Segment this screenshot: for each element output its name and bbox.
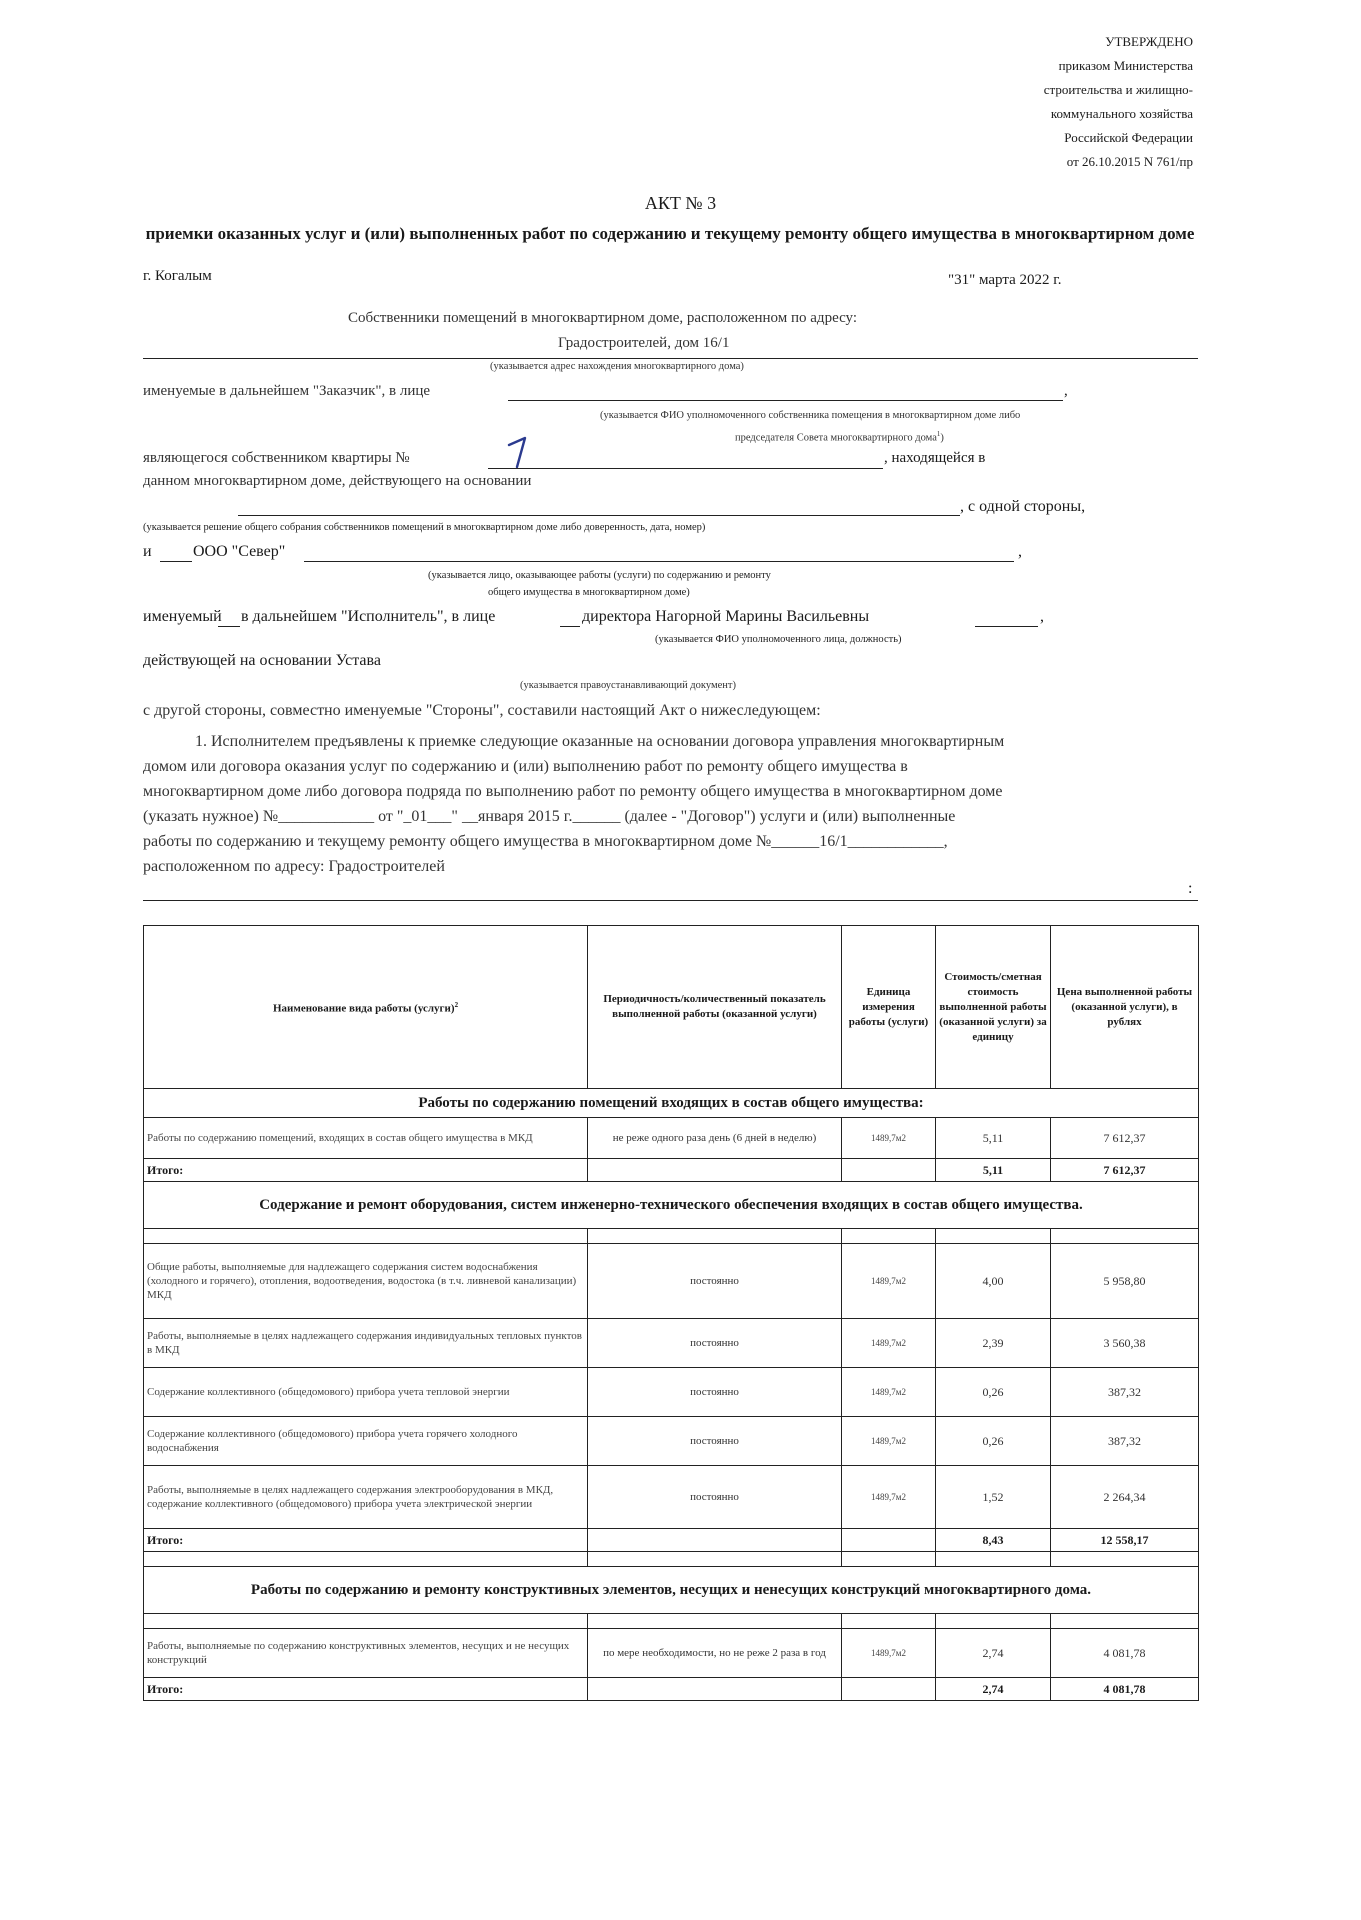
apartment-underline xyxy=(488,468,883,469)
other-side: с другой стороны, совместно именуемые "Стороны", составили настоящий Акт о нижеследующем: xyxy=(143,702,821,719)
empty-cell xyxy=(842,1552,936,1567)
named-label: именуемый xyxy=(143,608,222,625)
paragraph-line-4: (указать нужное) №____________ от "_01___" __января 2015 г.______ (далее - "Договор") услуги и (или) выполненные xyxy=(143,808,956,825)
work-unit: 1489,7м2 xyxy=(842,1319,936,1368)
customer-underline xyxy=(508,400,1063,401)
work-name: Содержание коллективного (общедомового) прибора учета тепловой энергии xyxy=(144,1368,588,1417)
total-row xyxy=(144,1529,1199,1552)
header-cost: Стоимость/сметная стоимость выполненной работы (оказанной услуги) за единицу xyxy=(936,926,1051,1089)
owners-line: Собственники помещений в многоквартирном доме, расположенном по адресу: xyxy=(348,310,858,326)
empty-cell xyxy=(1051,1552,1199,1567)
section-row xyxy=(144,1567,1199,1614)
work-period: постоянно xyxy=(588,1244,842,1319)
total-row xyxy=(144,1678,1199,1701)
work-unit: 1489,7м2 xyxy=(842,1417,936,1466)
spacer-row xyxy=(144,1614,1199,1629)
empty-cell xyxy=(1051,1614,1199,1629)
section-row xyxy=(144,1089,1199,1118)
person-underline xyxy=(975,626,1038,627)
contractor-basis: действующей на основании Устава xyxy=(143,652,381,669)
total-cost: 5,11 xyxy=(936,1159,1051,1182)
contractor-person: директора Нагорной Марины Васильевны xyxy=(582,608,870,625)
work-unit: 1489,7м2 xyxy=(842,1368,936,1417)
empty-cell xyxy=(1051,1229,1199,1244)
comma-mark: , xyxy=(1040,608,1044,625)
empty-cell xyxy=(936,1229,1051,1244)
approval-block xyxy=(1044,30,1193,174)
act-date: "31" марта 2022 г. xyxy=(948,272,1062,288)
table-row xyxy=(144,1466,1199,1529)
total-price: 12 558,17 xyxy=(1051,1529,1199,1552)
work-period: не реже одного раза день (6 дней в неделю) xyxy=(588,1118,842,1159)
contractor-basis-hint: (указывается правоустанавливающий документ) xyxy=(520,680,736,691)
work-name: Общие работы, выполняемые для надлежащего содержания систем водоснабжения (холодного и горячего), отопления, водоотведения, водостока (в т.ч. ливневой канализации) МКД xyxy=(144,1244,588,1319)
empty-cell xyxy=(588,1678,842,1701)
work-cost: 0,26 xyxy=(936,1368,1051,1417)
empty-cell xyxy=(588,1159,842,1182)
person-hint: (указывается ФИО уполномоченного лица, должность) xyxy=(655,634,902,645)
table-header-row xyxy=(144,926,1199,1089)
table-row xyxy=(144,1244,1199,1319)
work-cost: 1,52 xyxy=(936,1466,1051,1529)
contractor-hint-2: общего имущества в многоквартирном доме) xyxy=(488,587,690,598)
empty-cell xyxy=(842,1678,936,1701)
work-price: 7 612,37 xyxy=(1051,1118,1199,1159)
header-period: Периодичность/количественный показатель выполненной работы (оказанной услуги) xyxy=(588,926,842,1089)
empty-cell xyxy=(144,1552,588,1567)
empty-cell xyxy=(588,1614,842,1629)
work-unit: 1489,7м2 xyxy=(842,1244,936,1319)
approval-line: Российской Федерации xyxy=(1064,130,1193,145)
empty-cell xyxy=(144,1614,588,1629)
table-row xyxy=(144,1368,1199,1417)
contractor-hint-1: (указывается лицо, оказывающее работы (услуги) по содержанию и ремонту xyxy=(428,570,771,581)
table-row xyxy=(144,1319,1199,1368)
owners-address: Градостроителей, дом 16/1 xyxy=(558,335,730,351)
work-unit: 1489,7м2 xyxy=(842,1629,936,1678)
total-row xyxy=(144,1159,1199,1182)
works-table xyxy=(143,925,1199,1701)
table-row xyxy=(144,1118,1199,1159)
empty-cell xyxy=(936,1614,1051,1629)
work-period: постоянно xyxy=(588,1466,842,1529)
act-title: АКТ № 3 xyxy=(644,193,717,213)
paragraph-line-1: 1. Исполнителем предъявлены к приемке следующие оказанные на основании договора управления многоквартирным xyxy=(195,733,1005,750)
total-label: Итого: xyxy=(144,1678,588,1701)
contractor-underline xyxy=(304,561,1014,562)
apartment-label: являющегося собственником квартиры № xyxy=(143,450,410,466)
work-period: по мере необходимости, но не реже 2 раза в год xyxy=(588,1629,842,1678)
act-subtitle: приемки оказанных услуг и (или) выполненных работ по содержанию и текущему ремонту общего имущества в многоквартирном доме xyxy=(145,224,1195,243)
named-underline xyxy=(218,626,240,627)
work-period: постоянно xyxy=(588,1319,842,1368)
person-lead-underline xyxy=(560,626,580,627)
approval-line: УТВЕРЖДЕНО xyxy=(1105,34,1193,49)
address-hint: (указывается адрес нахождения многоквартирного дома) xyxy=(490,361,744,372)
apartment-tail: , находящейся в xyxy=(884,450,986,466)
empty-cell xyxy=(936,1552,1051,1567)
work-name: Работы по содержанию помещений, входящих в состав общего имущества в МКД xyxy=(144,1118,588,1159)
total-label: Итого: xyxy=(144,1529,588,1552)
colon-mark: : xyxy=(1188,880,1193,897)
spacer-row xyxy=(144,1552,1199,1567)
header-name: Наименование вида работы (услуги)$^2$ xyxy=(144,926,588,1089)
work-cost: 5,11 xyxy=(936,1118,1051,1159)
comma-mark: , xyxy=(1064,383,1068,399)
basis-hint: (указывается решение общего собрания собственников помещений в многоквартирном доме либо доверенность, дата, номер) xyxy=(143,522,706,533)
customer-label: именуемые в дальнейшем "Заказчик", в лице xyxy=(143,383,431,399)
empty-cell xyxy=(842,1229,936,1244)
section-row xyxy=(144,1182,1199,1229)
work-period: постоянно xyxy=(588,1368,842,1417)
contractor-name: ООО "Север" xyxy=(193,543,286,560)
work-cost: 0,26 xyxy=(936,1417,1051,1466)
empty-cell xyxy=(588,1529,842,1552)
work-cost: 4,00 xyxy=(936,1244,1051,1319)
work-cost: 2,39 xyxy=(936,1319,1051,1368)
total-cost: 2,74 xyxy=(936,1678,1051,1701)
empty-cell xyxy=(842,1529,936,1552)
section-title: Работы по содержанию помещений входящих в состав общего имущества: xyxy=(144,1089,1199,1118)
header-price: Цена выполненной работы (оказанной услуги), в рублях xyxy=(1051,926,1199,1089)
empty-cell xyxy=(588,1229,842,1244)
customer-hint-2: председателя Совета многоквартирного дома$^1$) xyxy=(735,430,944,444)
spacer-row xyxy=(144,1229,1199,1244)
customer-hint-1: (указывается ФИО уполномоченного собственника помещения в многоквартирном доме либо xyxy=(600,410,1021,421)
work-name: Работы, выполняемые в целях надлежащего содержания электрооборудования в МКД, содержание коллективного (общедомового) прибора учета электрической энергии xyxy=(144,1466,588,1529)
and-underline xyxy=(160,561,192,562)
total-price: 4 081,78 xyxy=(1051,1678,1199,1701)
work-unit: 1489,7м2 xyxy=(842,1466,936,1529)
paragraph-line-6: расположенном по адресу: Градостроителей xyxy=(143,858,445,875)
work-price: 387,32 xyxy=(1051,1417,1199,1466)
total-label: Итого: xyxy=(144,1159,588,1182)
work-price: 3 560,38 xyxy=(1051,1319,1199,1368)
work-unit: 1489,7м2 xyxy=(842,1118,936,1159)
approval-line: приказом Министерства xyxy=(1058,58,1193,73)
paragraph-line-5: работы по содержанию и текущему ремонту общего имущества в многоквартирном доме №______16/1____________, xyxy=(143,833,948,850)
handwritten-apartment-number xyxy=(505,435,533,469)
total-price: 7 612,37 xyxy=(1051,1159,1199,1182)
empty-cell xyxy=(842,1159,936,1182)
paragraph-line-3: многоквартирном доме либо договора подряда по выполнению работ по ремонту общего имущества в многоквартирном доме xyxy=(143,783,1003,800)
empty-cell xyxy=(842,1614,936,1629)
work-cost: 2,74 xyxy=(936,1629,1051,1678)
work-name: Работы, выполняемые по содержанию конструктивных элементов, несущих и не несущих конструкций xyxy=(144,1629,588,1678)
work-price: 387,32 xyxy=(1051,1368,1199,1417)
header-unit: Единица измерения работы (услуги) xyxy=(842,926,936,1089)
total-cost: 8,43 xyxy=(936,1529,1051,1552)
basis-underline xyxy=(238,515,960,516)
empty-cell xyxy=(588,1552,842,1567)
work-name: Содержание коллективного (общедомового) прибора учета горячего холодного водоснабжения xyxy=(144,1417,588,1466)
section-title: Содержание и ремонт оборудования, систем инженерно-технического обеспечения входящих в состав общего имущества. xyxy=(144,1182,1199,1229)
named-mid: в дальнейшем "Исполнитель", в лице xyxy=(241,608,496,625)
approval-line: коммунального хозяйства xyxy=(1050,106,1193,121)
comma-mark: , xyxy=(1018,543,1022,560)
and-label: и xyxy=(143,543,152,560)
section-title: Работы по содержанию и ремонту конструктивных элементов, несущих и ненесущих конструкций многоквартирного дома. xyxy=(144,1567,1199,1614)
work-period: постоянно xyxy=(588,1417,842,1466)
work-name: Работы, выполняемые в целях надлежащего содержания индивидуальных тепловых пунктов в МКД xyxy=(144,1319,588,1368)
empty-cell xyxy=(144,1229,588,1244)
address-underline xyxy=(143,358,1198,359)
basis-label: данном многоквартирном доме, действующего на основании xyxy=(143,473,532,489)
work-price: 2 264,34 xyxy=(1051,1466,1199,1529)
approval-line: от 26.10.2015 N 761/пр xyxy=(1066,154,1193,169)
paragraph-line-2: домом или договора оказания услуг по содержанию и (или) выполнению работ по ремонту общего имущества в xyxy=(143,758,908,775)
table-row xyxy=(144,1417,1199,1466)
work-price: 4 081,78 xyxy=(1051,1629,1199,1678)
act-city: г. Когалым xyxy=(143,268,212,284)
approval-line: строительства и жилищно- xyxy=(1043,82,1193,97)
work-price: 5 958,80 xyxy=(1051,1244,1199,1319)
address-end-underline xyxy=(143,900,1198,901)
table-row xyxy=(144,1629,1199,1678)
one-side: , с одной стороны, xyxy=(960,498,1086,515)
